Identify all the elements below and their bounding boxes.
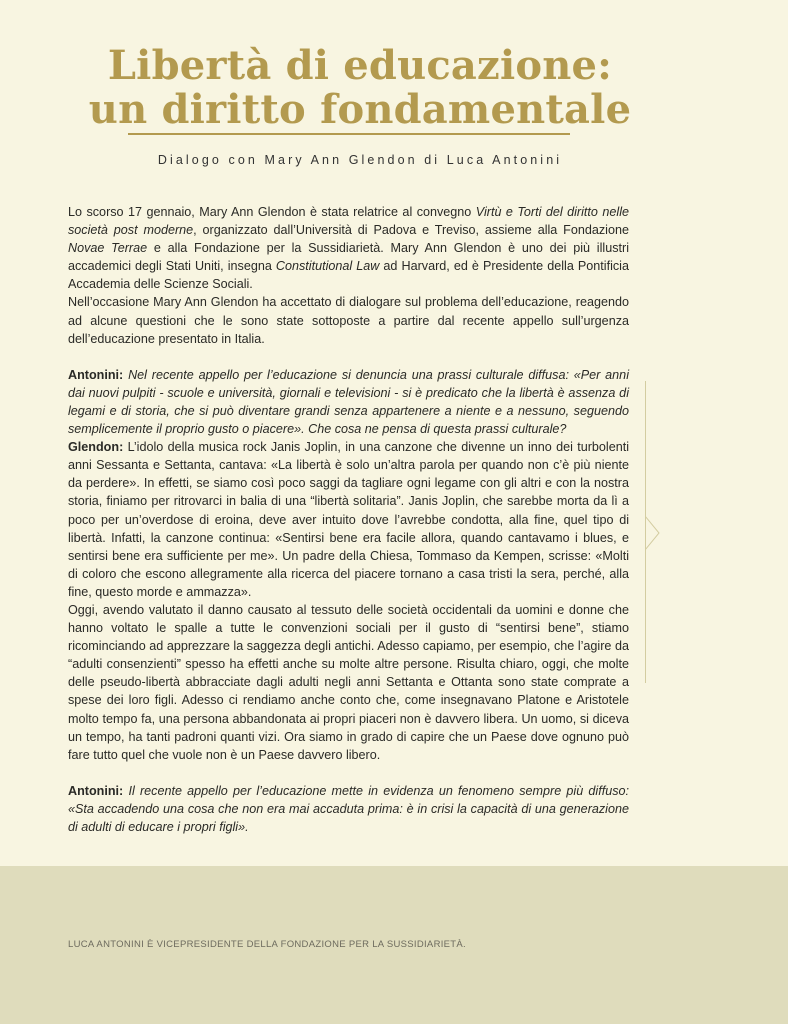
- title-line-1: Libertà di educazione:: [107, 42, 613, 89]
- speaker-label: Antonini:: [68, 367, 124, 382]
- intro-paragraph-1: [68, 203, 629, 293]
- article-body: [68, 203, 629, 836]
- paragraph-gap: [68, 348, 629, 366]
- answer-1-paragraph-2: Oggi, avendo valutato il danno causato al tessuto delle società occidentali da uomini e donne che hanno voltato le spalle a tutte le convenzioni sociali per il gusto di “sentirsi bene”, stiamo ricominciando ad apprezzare la saggezza degli antichi. Adesso capiamo, per esempio, che l’agire da “adulti consenzienti” spesso ha effetti anche su molte altre persone. Risulta chiaro, oggi, che molte delle pseudo-libertà abbracciate dagli adulti negli anni Settanta e Ottanta sono state comprate a spese dei loro figli. Adesso ci rendiamo anche conto che, come insegnavano Platone e Aristotele molto tempo fa, una persona abbandonata ai propri piaceri non è davvero libera. Un uomo, si diceva un tempo, ha tanti padroni quanti vizi. Ora siamo in grado di capire che un Paese dove ognuno può fare tutto quel che vuole non è un Paese davvero libero.: [68, 602, 629, 762]
- author-note: LUCA ANTONINI È VICEPRESIDENTE DELLA FONDAZIONE PER LA SUSSIDIARIETÀ.: [68, 939, 466, 950]
- intro-text: Lo scorso 17 gennaio, Mary Ann Glendon è stata relatrice al convegno: [68, 205, 476, 219]
- article-subtitle: Dialogo con Mary Ann Glendon di Luca Antonini: [157, 153, 563, 167]
- speaker-label: Glendon:: [68, 440, 124, 455]
- course-name: Constitutional Law: [275, 259, 380, 274]
- intro-text: e alla Fondazione per la Sussidiarietà. Mary Ann Glendon è uno dei più illustri accademici degli Stati Uniti, insegna: [68, 241, 629, 274]
- foundation-name: Novae Terrae: [68, 241, 148, 256]
- question-2: [68, 782, 629, 836]
- paragraph-gap: [68, 764, 629, 782]
- intro-text: ad Harvard, ed è Presidente della Pontificia Accademia delle Scienze Sociali.: [68, 259, 629, 292]
- article-title: [60, 44, 660, 132]
- answer-1-paragraph-1: [68, 438, 629, 601]
- title-line-2: un diritto fondamentale: [88, 86, 632, 133]
- intro-text: , organizzato dall’Università di Padova e Treviso, assieme alla Fondazione: [193, 223, 629, 238]
- question-text: Il recente appello per l’educazione mette in evidenza un fenomeno sempre più diffuso: «Sta accadendo una cosa che non era mai accaduta prima: è in crisi la capacità di una generazione di adulti di educare i propri figli».: [68, 783, 630, 834]
- chevron-right-icon: [645, 516, 661, 550]
- conference-title: Virtù e Torti del diritto nelle società post moderne: [68, 205, 629, 238]
- title-underline: [128, 133, 570, 135]
- intro-paragraph-2: Nell’occasione Mary Ann Glendon ha accettato di dialogare sul problema dell’educazione, reagendo ad alcune questioni che le sono state sottoposte a partire dal recente appello sull’urgenza dell’educazione presentato in Italia.: [68, 295, 629, 346]
- speaker-label: Antonini:: [68, 783, 124, 798]
- question-text: Nel recente appello per l’educazione si denuncia una prassi culturale diffusa: «Per anni dai nuovi pulpiti - scuole e università, giornali e televisioni - si è predicato che la libertà è assenza di legami e di storia, che si può diventare grandi senza appartenere a niente e a nessuno, seguendo semplicemente il proprio gusto o piacere». Che cosa ne pensa di questa prassi culturale?: [68, 367, 629, 437]
- answer-text: L’idolo della musica rock Janis Joplin, in una canzone che divenne un inno dei turbolenti anni Sessanta e Settanta, cantava: «La libertà è solo un’altra parola per quando non c’è più niente da perdere». In effetti, se siamo così poco saggi da tagliare ogni legame con gli altri e con la nostra storia, finiamo per ritrovarci in balia di una “libertà solitaria”. Janis Joplin, che sarebbe morta da lì a poco per un’overdose di eroina, deve aver intuito dove l’avrebbe condotta, alla fine, quel tipo di libertà. Infatti, la canzone continua: «Sentirsi bene era facile allora, quando cantavamo i blues, e sentirsi bene era sufficiente per me». Un padre della Chiesa, Tommaso da Kempen, scrisse: «Molti di coloro che escono allegramente alla ricerca del piacere tornano a casa tristi la sera, perché, alla fine, questo morde e ammazza».: [68, 440, 629, 599]
- question-1: [68, 366, 629, 438]
